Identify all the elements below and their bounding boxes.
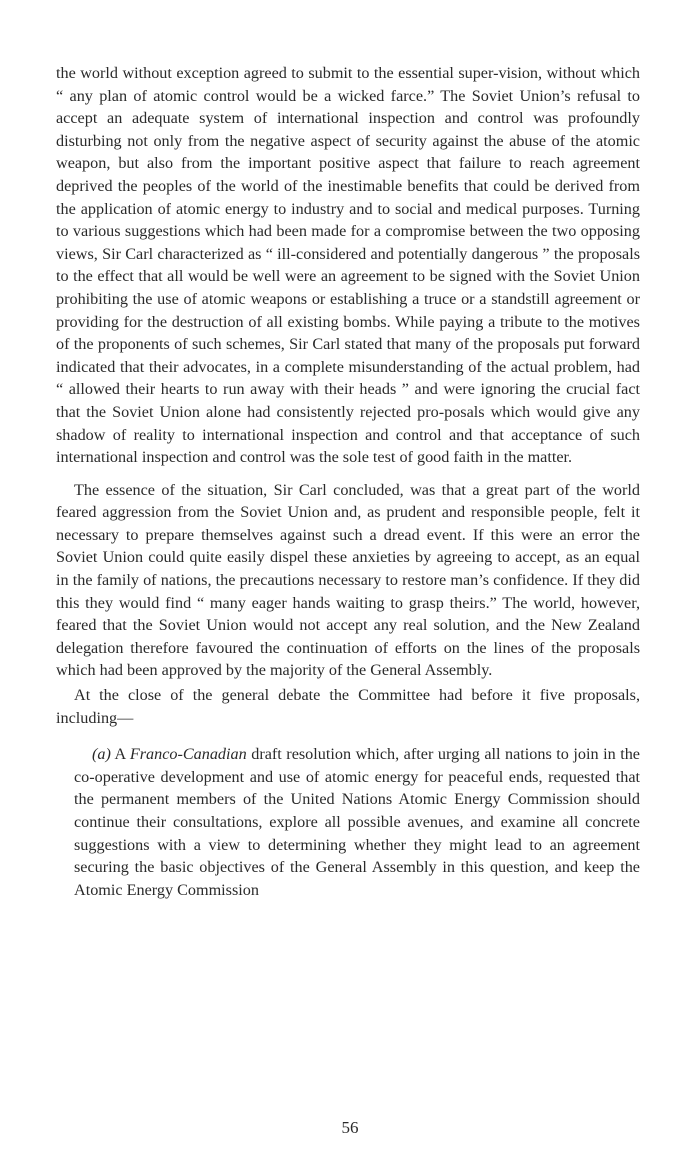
item-text: draft resolution which, after urging all nations to join in the co-operative development and use of atomic energy for peaceful ends, requested that the permanent members of the United Nations Atomic Energy Commission should continue their consultations, explore all possible avenues, and examine all concrete suggestions with a view to determining whether they might lead to an agreement securing the basic objectives of the General Assembly in this question, and keep the Atomic Energy Commission — [74, 745, 640, 899]
proposal-item-a — [56, 743, 640, 901]
item-lead-word: A — [114, 745, 126, 764]
item-label: (a) — [92, 745, 111, 764]
paragraph-five-proposals: At the close of the general debate the Committee had before it five proposals, including— — [56, 686, 640, 727]
page-body — [56, 62, 640, 901]
paragraph-essence-of-situation: The essence of the situation, Sir Carl concluded, was that a great part of the world feared aggression from the Soviet Union and, as prudent and responsible people, felt it necessary to prepare themselves against such a dread event. If this were an error the Soviet Union could quite easily dispel these anxieties by agreeing to accept, as an equal in the family of nations, the precautions necessary to restore man’s confidence. If they did this they would find “ many eager hands waiting to grasp theirs.” The world, however, feared that the Soviet Union would not accept any real solution, and the New Zealand delegation therefore favoured the continuation of efforts on the lines of the proposals which had been approved by the majority of the General Assembly. — [56, 480, 640, 680]
page-number: 56 — [341, 1118, 359, 1137]
item-emphasis: Franco-Canadian — [129, 745, 247, 764]
paragraph-continued-supervision: the world without exception agreed to submit to the essential super-vision, without which “ any plan of atomic control would be a wicked farce.” The Soviet Union’s refusal to accept an adequate system of international inspection and control was profoundly disturbing not only from the negative aspect of security against the abuse of the atomic weapon, but also from the important positive aspect that failure to reach agreement deprived the peoples of the world of the inestimable benefits that could be derived from the application of atomic energy to industry and to social and medical purposes. Turning to various suggestions which had been made for a compromise between the two opposing views, Sir Carl characterized as “ ill-considered and potentially dangerous ” the proposals to the effect that all would be well were an agreement to be signed with the Soviet Union prohibiting the use of atomic weapons or establishing a truce or a standstill agreement or providing for the destruction of all existing bombs. While paying a tribute to the motives of the proponents of such schemes, Sir Carl stated that many of the proposals put forward indicated that their advocates, in a complete misunderstanding of the actual problem, had “ allowed their hearts to run away with their heads ” and were ignoring the crucial fact that the Soviet Union alone had consistently rejected pro-posals which would give any shadow of reality to international inspection and control and that acceptance of such international inspection and control was the sole test of good faith in the matter. — [56, 64, 640, 467]
